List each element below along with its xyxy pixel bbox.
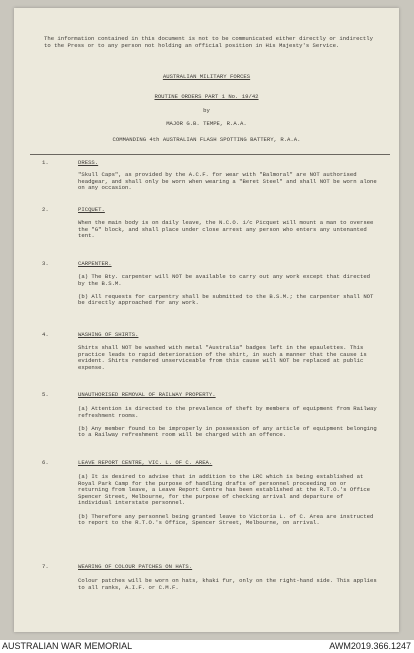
item-title: LEAVE REPORT CENTRE, VIC. L. OF C. AREA. — [78, 459, 213, 466]
item-title: DRESS. — [78, 159, 99, 166]
item-title: WEARING OF COLOUR PATCHES ON HATS. — [78, 563, 193, 570]
item-body: "Skull Caps", as provided by the A.C.F. for wear with "Balmoral" are NOT authorised headgear, and shall only be worn when wearing a "Beret Steel" and shall NOT be worn alone on any occasion. — [78, 171, 377, 192]
accession-number: AWM2019.366.1247 — [329, 641, 411, 651]
confidentiality-notice: The information contained in this document is not to be communicated either directly or indirectly to the Press or to any person not holding an official position in His Majesty's Service. — [44, 35, 373, 49]
header-divider — [30, 154, 390, 155]
document-page — [14, 8, 399, 632]
by-line: by — [203, 107, 210, 114]
unit-heading: AUSTRALIAN MILITARY FORCES — [162, 73, 251, 80]
command-line: COMMANDING 4th AUSTRALIAN FLASH SPOTTING BATTERY, R.A.A. — [112, 136, 301, 143]
item-number: 3. — [42, 260, 49, 267]
item-title: PICQUET. — [78, 206, 105, 213]
item-number: 2. — [42, 206, 49, 213]
item-title: WASHING OF SHIRTS. — [78, 331, 139, 338]
item-title: CARPENTER. — [78, 260, 112, 267]
officer-name: MAJOR G.B. TEMPE, R.A.A. — [166, 120, 247, 127]
item-body: Colour patches will be worn on hats, khaki fur, only on the right-hand side. This applies to all ranks, A.I.F. or C.M.F. — [78, 577, 377, 591]
item-number: 7. — [42, 563, 49, 570]
orders-heading: ROUTINE ORDERS PART 1 No. 19/42 — [154, 93, 259, 100]
item-title: UNAUTHORISED REMOVAL OF RAILWAY PROPERTY. — [78, 391, 216, 398]
item-body: Shirts shall NOT be washed with metal "Australia" badges left in the epaulettes. This practice leads to rapid deterioration of the shirt, in such a manner that the cause is evident. Shirts rendered unserviceable from this cause will NOT be replaced at public expense. — [78, 344, 367, 371]
item-body: (a) The Bty. carpenter will NOT be available to carry out any work except that directed by the B.S.M. (b) All requests for carpentry shall be submitted to the B.S.M.; the carpenter shall NOT be directly approached for any work. — [78, 273, 374, 307]
item-number: 6. — [42, 459, 49, 466]
item-number: 4. — [42, 331, 49, 338]
item-body: (a) It is desired to advise that in addition to the LRC which is being established at Royal Park Camp for the purpose of handling drafts of personnel proceeding on or returning from leave, a Leave Report Centre has been established at the R.T.O.'s Office Spencer Street, Melbourne, for the purpose of checking arrival and departure of individual interstate personnel. (b) Therefore any personnel being granted leave to Victoria L. of C. Area are instructed to report to the R.T.O.'s Office, Spencer Street, Melbourne, on arrival. — [78, 473, 374, 527]
item-number: 5. — [42, 391, 49, 398]
item-number: 1. — [42, 159, 49, 166]
institution-credit: AUSTRALIAN WAR MEMORIAL — [2, 641, 133, 651]
item-body: When the main body is on daily leave, the N.C.O. i/c Picquet will mount a man to oversee the "G" block, and shall place under close arrest any person who enters any untenanted tent. — [78, 219, 374, 240]
item-body: (a) Attention is directed to the prevalence of theft by members of equipment from Railway refreshment rooms. (b) Any member found to be improperly in possession of any article of equipment belonging to a Railway refreshment room will be charged with an offence. — [78, 405, 377, 439]
caption-bar — [0, 640, 414, 653]
